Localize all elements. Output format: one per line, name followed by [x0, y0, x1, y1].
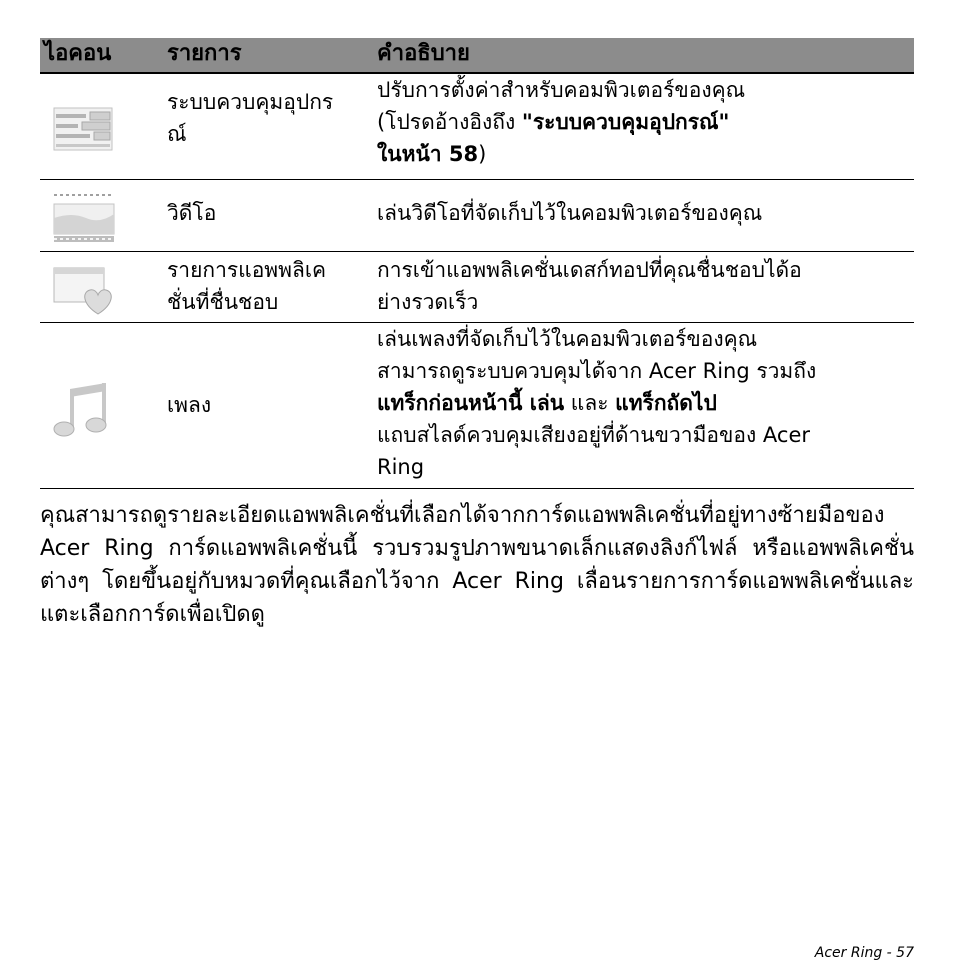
row-name: วิดีโอ	[167, 201, 217, 225]
row-description: เล่นเพลงที่จัดเก็บไว้ในคอมพิวเตอร์ของคุณ สามารถดูระบบควบคุมได้จาก Acer Ring รวมถึง แทร็กก่อนหน้านี้ เล่น และ แทร็กถัดไป แถบสไลด์ควบคุมเสียงอยู่ที่ด้านขวามือของ Acer Ring	[377, 327, 817, 479]
table-row	[40, 323, 914, 489]
table-row	[40, 180, 914, 252]
body-paragraph: คุณสามารถดูรายละเอียดแอพพลิเคชั่นที่เลือกได้จากการ์ดแอพพลิเคชั่นที่อยู่ทางซ้ายมือของ Acer Ring การ์ดแอพพลิเคชั่นนี้ รวบรวมรูปภาพขนาดเล็กแสดงลิงก์ไฟล์ หรือแอพพลิเคชั่นต่างๆ โดยขึ้นอยู่กับหมวดที่คุณเลือกไว้จาก Acer Ring เลื่อนรายการการ์ดแอพพลิเคชั่นและแตะเลือกการ์ดเพื่อเปิดดู	[40, 503, 914, 627]
music-icon	[52, 379, 116, 443]
header-item: รายการ	[167, 41, 242, 66]
header-description: คำอธิบาย	[377, 41, 470, 66]
row-description: การเข้าแอพพลิเคชั่นเดสก์ทอปที่คุณชื่นชอบได้อ ย่างรวดเร็ว	[377, 258, 802, 314]
table-header	[40, 38, 914, 74]
row-name: เพลง	[167, 393, 212, 417]
control-panel-icon	[52, 104, 116, 158]
header-icon: ไอคอน	[44, 41, 112, 66]
row-name: รายการแอพพลิเค ชั่นที่ชื่นชอบ	[167, 258, 327, 314]
row-name: ระบบควบคุมอุปกร ณ์	[167, 90, 334, 146]
video-icon	[52, 192, 116, 248]
row-description: เล่นวิดีโอที่จัดเก็บไว้ในคอมพิวเตอร์ของคุณ	[377, 201, 763, 225]
favorites-icon	[52, 262, 118, 322]
table-row	[40, 252, 914, 323]
page-footer: Acer Ring - 57	[814, 945, 914, 961]
table-row	[40, 74, 914, 180]
row-description: ปรับการตั้งค่าสำหรับคอมพิวเตอร์ของคุณ (โปรดอ้างอิงถึง "ระบบควบคุมอุปกรณ์" ในหน้า 58)	[377, 78, 746, 166]
feature-table	[40, 38, 914, 489]
